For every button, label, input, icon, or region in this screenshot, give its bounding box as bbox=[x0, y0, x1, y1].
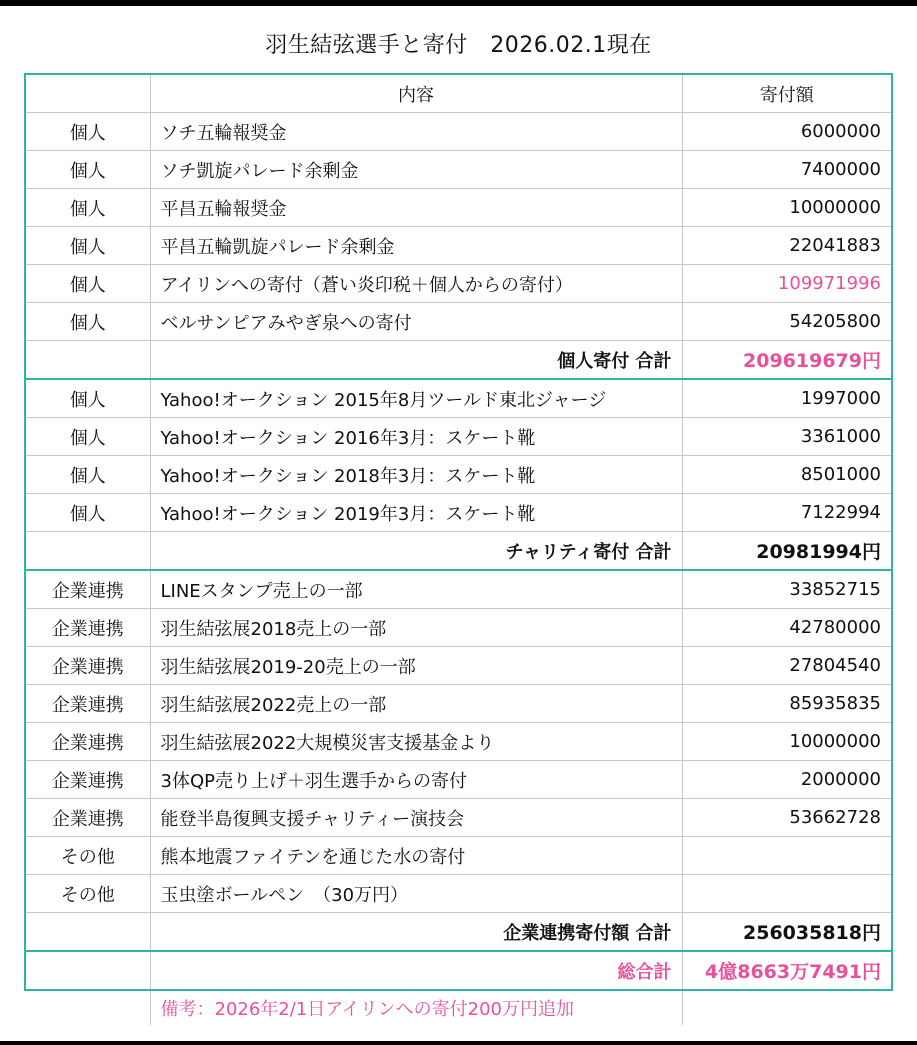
subtotal-blank-cell bbox=[25, 341, 150, 380]
table-row bbox=[25, 151, 892, 189]
note-blank-cell bbox=[25, 990, 150, 1025]
table-row bbox=[25, 379, 892, 418]
subtotal-blank-cell bbox=[25, 913, 150, 952]
header-cat-cell bbox=[25, 74, 150, 113]
content-cell: ソチ五輪報奨金 bbox=[150, 113, 682, 151]
category-cell: 企業連携 bbox=[25, 570, 150, 609]
content-cell: LINEスタンプ売上の一部 bbox=[150, 570, 682, 609]
category-cell: 個人 bbox=[25, 113, 150, 151]
amount-cell: 27804540 bbox=[682, 647, 892, 685]
content-cell: 熊本地震ファイテンを通じた水の寄付 bbox=[150, 837, 682, 875]
amount-cell: 53662728 bbox=[682, 799, 892, 837]
category-cell: 企業連携 bbox=[25, 609, 150, 647]
amount-cell: 7400000 bbox=[682, 151, 892, 189]
content-cell: 羽生結弦展2019-20売上の一部 bbox=[150, 647, 682, 685]
amount-cell: 10000000 bbox=[682, 723, 892, 761]
table-row bbox=[25, 113, 892, 151]
content-cell: 羽生結弦展2022大規模災害支援基金より bbox=[150, 723, 682, 761]
amount-cell: 10000000 bbox=[682, 189, 892, 227]
subtotal-label: チャリティ寄付 合計 bbox=[150, 532, 682, 571]
subtotal-label: 企業連携寄付額 合計 bbox=[150, 913, 682, 952]
bottom-bar bbox=[0, 1041, 917, 1045]
content-cell: 能登半島復興支援チャリティー演技会 bbox=[150, 799, 682, 837]
table-row bbox=[25, 227, 892, 265]
content-cell: ソチ凱旋パレード余剰金 bbox=[150, 151, 682, 189]
table-row bbox=[25, 494, 892, 532]
amount-cell: 6000000 bbox=[682, 113, 892, 151]
header-content: 内容 bbox=[150, 74, 682, 113]
category-cell: 個人 bbox=[25, 189, 150, 227]
table-row bbox=[25, 609, 892, 647]
amount-cell: 109971996 bbox=[682, 265, 892, 303]
table-row bbox=[25, 799, 892, 837]
table-row bbox=[25, 456, 892, 494]
note-text: 備考：2026年2/1日アイリンへの寄付200万円追加 bbox=[150, 990, 682, 1025]
category-cell: その他 bbox=[25, 837, 150, 875]
amount-cell: 7122994 bbox=[682, 494, 892, 532]
table-row bbox=[25, 418, 892, 456]
subtotal-amount: 20981994円 bbox=[682, 532, 892, 571]
category-cell: 企業連携 bbox=[25, 761, 150, 799]
amount-cell: 22041883 bbox=[682, 227, 892, 265]
content-cell: 3体QP売り上げ＋羽生選手からの寄付 bbox=[150, 761, 682, 799]
content-cell: Yahoo!オークション 2015年8月ツールド東北ジャージ bbox=[150, 379, 682, 418]
category-cell: 個人 bbox=[25, 379, 150, 418]
table-row bbox=[25, 875, 892, 913]
table-row bbox=[25, 189, 892, 227]
table-row bbox=[25, 647, 892, 685]
table-row bbox=[25, 685, 892, 723]
note-row bbox=[25, 990, 892, 1025]
amount-cell: 85935835 bbox=[682, 685, 892, 723]
page-title: 羽生結弦選手と寄付 2026.02.1現在 bbox=[265, 33, 652, 58]
table-row bbox=[25, 570, 892, 609]
header-amount: 寄付額 bbox=[682, 74, 892, 113]
category-cell: 個人 bbox=[25, 456, 150, 494]
category-cell: 企業連携 bbox=[25, 799, 150, 837]
grand-total-label: 総合計 bbox=[150, 951, 682, 990]
category-cell: 個人 bbox=[25, 494, 150, 532]
category-cell: その他 bbox=[25, 875, 150, 913]
category-cell: 個人 bbox=[25, 418, 150, 456]
amount-cell: 42780000 bbox=[682, 609, 892, 647]
grand-total-row bbox=[25, 951, 892, 990]
content-cell: アイリンへの寄付（蒼い炎印税＋個人からの寄付） bbox=[150, 265, 682, 303]
content-cell: 玉虫塗ボールペン （30万円） bbox=[150, 875, 682, 913]
table-row bbox=[25, 723, 892, 761]
category-cell: 個人 bbox=[25, 303, 150, 341]
top-bar bbox=[0, 0, 917, 6]
amount-cell: 54205800 bbox=[682, 303, 892, 341]
content-cell: 平昌五輪報奨金 bbox=[150, 189, 682, 227]
content-cell: 羽生結弦展2018売上の一部 bbox=[150, 609, 682, 647]
content-cell: ベルサンピアみやぎ泉への寄付 bbox=[150, 303, 682, 341]
subtotal-row bbox=[25, 913, 892, 952]
category-cell: 企業連携 bbox=[25, 647, 150, 685]
table-row bbox=[25, 265, 892, 303]
grand-total-blank-cell bbox=[25, 951, 150, 990]
category-cell: 企業連携 bbox=[25, 723, 150, 761]
content-cell: Yahoo!オークション 2019年3月：スケート靴 bbox=[150, 494, 682, 532]
amount-cell: 2000000 bbox=[682, 761, 892, 799]
category-cell: 個人 bbox=[25, 227, 150, 265]
content-cell: 羽生結弦展2022売上の一部 bbox=[150, 685, 682, 723]
grand-total-amount: 4億8663万7491円 bbox=[682, 951, 892, 990]
table-row bbox=[25, 837, 892, 875]
header-row bbox=[25, 74, 892, 113]
donation-table bbox=[24, 73, 893, 1025]
amount-cell bbox=[682, 837, 892, 875]
table-row bbox=[25, 761, 892, 799]
amount-cell: 8501000 bbox=[682, 456, 892, 494]
amount-cell: 33852715 bbox=[682, 570, 892, 609]
subtotal-amount: 256035818円 bbox=[682, 913, 892, 952]
content-cell: Yahoo!オークション 2016年3月：スケート靴 bbox=[150, 418, 682, 456]
category-cell: 企業連携 bbox=[25, 685, 150, 723]
table-row bbox=[25, 303, 892, 341]
amount-cell: 1997000 bbox=[682, 379, 892, 418]
category-cell: 個人 bbox=[25, 151, 150, 189]
amount-cell bbox=[682, 875, 892, 913]
subtotal-row bbox=[25, 532, 892, 571]
note-blank-cell-2 bbox=[682, 990, 892, 1025]
category-cell: 個人 bbox=[25, 265, 150, 303]
content-cell: Yahoo!オークション 2018年3月：スケート靴 bbox=[150, 456, 682, 494]
subtotal-blank-cell bbox=[25, 532, 150, 571]
content-cell: 平昌五輪凱旋パレード余剰金 bbox=[150, 227, 682, 265]
amount-cell: 3361000 bbox=[682, 418, 892, 456]
subtotal-amount: 209619679円 bbox=[682, 341, 892, 380]
subtotal-row bbox=[25, 341, 892, 380]
subtotal-label: 個人寄付 合計 bbox=[150, 341, 682, 380]
